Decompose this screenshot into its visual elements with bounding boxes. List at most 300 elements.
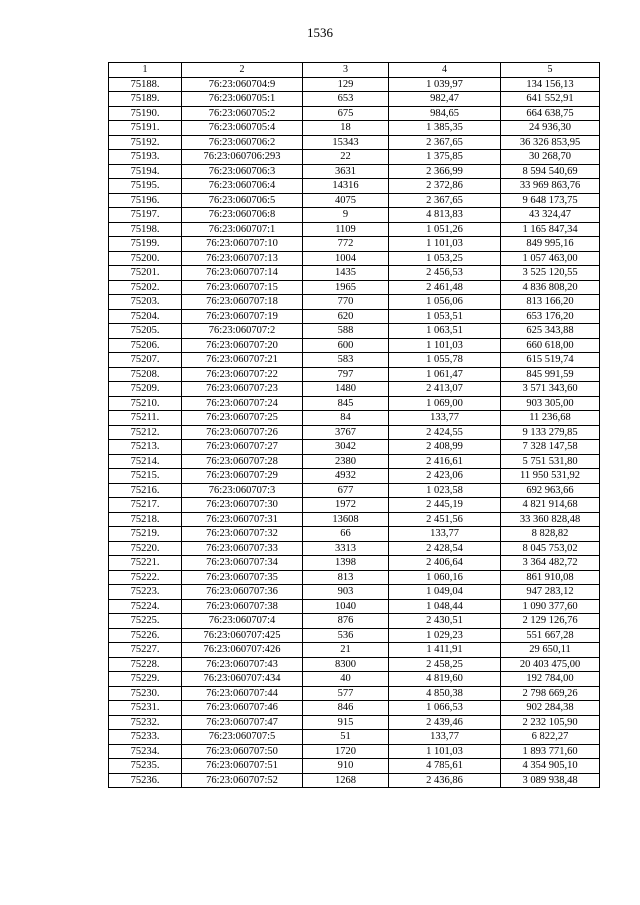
value-cell: 845 991,59 [501,367,600,382]
value-cell: 20 403 475,00 [501,657,600,672]
rate-cell: 982,47 [389,92,501,107]
table-row [109,411,600,426]
cadastral-number-cell: 76:23:060707:10 [182,237,303,252]
row-number-cell: 75230. [109,686,182,701]
row-number-cell: 75207. [109,353,182,368]
cadastral-number-cell: 76:23:060707:21 [182,353,303,368]
rate-cell: 133,77 [389,411,501,426]
row-number-cell: 75219. [109,527,182,542]
value-cell: 8 828,82 [501,527,600,542]
cadastral-number-cell: 76:23:060705:4 [182,121,303,136]
value-cell: 36 326 853,95 [501,135,600,150]
cadastral-number-cell: 76:23:060706:3 [182,164,303,179]
cadastral-number-cell: 76:23:060707:36 [182,585,303,600]
value-cell: 192 784,00 [501,672,600,687]
rate-cell: 2 445,19 [389,498,501,513]
cadastral-number-cell: 76:23:060707:31 [182,512,303,527]
cadastral-number-cell: 76:23:060706:293 [182,150,303,165]
cadastral-number-cell: 76:23:060707:2 [182,324,303,339]
table-row [109,382,600,397]
row-number-cell: 75204. [109,309,182,324]
value-cell: 2 798 669,26 [501,686,600,701]
rate-cell: 2 451,56 [389,512,501,527]
rate-cell: 2 413,07 [389,382,501,397]
cadastral-number-cell: 76:23:060707:18 [182,295,303,310]
value-cell: 625 343,88 [501,324,600,339]
rate-cell: 2 366,99 [389,164,501,179]
column-header: 5 [501,63,600,78]
header-row [109,63,600,78]
cadastral-number-cell: 76:23:060707:13 [182,251,303,266]
area-cell: 4075 [303,193,389,208]
row-number-cell: 75189. [109,92,182,107]
value-cell: 1 057 463,00 [501,251,600,266]
rate-cell: 2 416,61 [389,454,501,469]
rate-cell: 2 456,53 [389,266,501,281]
table-row [109,483,600,498]
value-cell: 8 594 540,69 [501,164,600,179]
cadastral-number-cell: 76:23:060707:50 [182,744,303,759]
row-number-cell: 75198. [109,222,182,237]
table-row [109,92,600,107]
value-cell: 1 893 771,60 [501,744,600,759]
value-cell: 3 571 343,60 [501,382,600,397]
table-row [109,222,600,237]
cadastral-number-cell: 76:23:060707:27 [182,440,303,455]
row-number-cell: 75232. [109,715,182,730]
row-number-cell: 75228. [109,657,182,672]
area-cell: 1268 [303,773,389,788]
row-number-cell: 75210. [109,396,182,411]
rate-cell: 4 785,61 [389,759,501,774]
area-cell: 3042 [303,440,389,455]
table-row [109,324,600,339]
value-cell: 551 667,28 [501,628,600,643]
value-cell: 4 821 914,68 [501,498,600,513]
rate-cell: 1 061,47 [389,367,501,382]
table-row [109,512,600,527]
value-cell: 43 324,47 [501,208,600,223]
area-cell: 1040 [303,599,389,614]
area-cell: 1965 [303,280,389,295]
table-row [109,353,600,368]
area-cell: 22 [303,150,389,165]
cadastral-number-cell: 76:23:060707:14 [182,266,303,281]
value-cell: 7 328 147,58 [501,440,600,455]
data-table [108,62,600,788]
cadastral-number-cell: 76:23:060705:2 [182,106,303,121]
table-row [109,440,600,455]
table-row [109,701,600,716]
table-row [109,208,600,223]
value-cell: 3 525 120,55 [501,266,600,281]
area-cell: 2380 [303,454,389,469]
cadastral-number-cell: 76:23:060707:22 [182,367,303,382]
cadastral-number-cell: 76:23:060707:1 [182,222,303,237]
table-row [109,686,600,701]
row-number-cell: 75209. [109,382,182,397]
rate-cell: 1 063,51 [389,324,501,339]
column-header: 3 [303,63,389,78]
cadastral-number-cell: 76:23:060707:46 [182,701,303,716]
row-number-cell: 75234. [109,744,182,759]
rate-cell: 2 439,46 [389,715,501,730]
value-cell: 692 963,66 [501,483,600,498]
rate-cell: 1 066,53 [389,701,501,716]
rate-cell: 2 372,86 [389,179,501,194]
row-number-cell: 75223. [109,585,182,600]
rate-cell: 1 411,91 [389,643,501,658]
row-number-cell: 75193. [109,150,182,165]
area-cell: 813 [303,570,389,585]
rate-cell: 2 458,25 [389,657,501,672]
row-number-cell: 75235. [109,759,182,774]
cadastral-number-cell: 76:23:060707:38 [182,599,303,614]
value-cell: 2 232 105,90 [501,715,600,730]
row-number-cell: 75195. [109,179,182,194]
value-cell: 947 283,12 [501,585,600,600]
rate-cell: 2 436,86 [389,773,501,788]
row-number-cell: 75211. [109,411,182,426]
value-cell: 813 166,20 [501,295,600,310]
row-number-cell: 75222. [109,570,182,585]
rate-cell: 1 069,00 [389,396,501,411]
row-number-cell: 75226. [109,628,182,643]
table-row [109,570,600,585]
cadastral-number-cell: 76:23:060707:20 [182,338,303,353]
cadastral-number-cell: 76:23:060707:43 [182,657,303,672]
rate-cell: 2 424,55 [389,425,501,440]
row-number-cell: 75205. [109,324,182,339]
table-row [109,773,600,788]
rate-cell: 2 428,54 [389,541,501,556]
area-cell: 18 [303,121,389,136]
cadastral-number-cell: 76:23:060707:47 [182,715,303,730]
table-row [109,454,600,469]
row-number-cell: 75225. [109,614,182,629]
row-number-cell: 75190. [109,106,182,121]
row-number-cell: 75202. [109,280,182,295]
cadastral-number-cell: 76:23:060707:34 [182,556,303,571]
rate-cell: 1 053,51 [389,309,501,324]
rate-cell: 1 056,06 [389,295,501,310]
value-cell: 9 648 173,75 [501,193,600,208]
value-cell: 8 045 753,02 [501,541,600,556]
cadastral-number-cell: 76:23:060707:52 [182,773,303,788]
table-row [109,585,600,600]
table-row [109,541,600,556]
area-cell: 797 [303,367,389,382]
table-row [109,121,600,136]
table-row [109,193,600,208]
area-cell: 1480 [303,382,389,397]
rate-cell: 1 375,85 [389,150,501,165]
area-cell: 13608 [303,512,389,527]
value-cell: 24 936,30 [501,121,600,136]
value-cell: 5 751 531,80 [501,454,600,469]
column-header: 2 [182,63,303,78]
row-number-cell: 75233. [109,730,182,745]
cadastral-number-cell: 76:23:060707:426 [182,643,303,658]
row-number-cell: 75201. [109,266,182,281]
row-number-cell: 75227. [109,643,182,658]
value-cell: 30 268,70 [501,150,600,165]
cadastral-number-cell: 76:23:060706:8 [182,208,303,223]
area-cell: 3313 [303,541,389,556]
table-row [109,527,600,542]
table-row [109,77,600,92]
cadastral-number-cell: 76:23:060707:3 [182,483,303,498]
row-number-cell: 75220. [109,541,182,556]
area-cell: 677 [303,483,389,498]
table-row [109,396,600,411]
cadastral-number-cell: 76:23:060707:44 [182,686,303,701]
row-number-cell: 75214. [109,454,182,469]
rate-cell: 1 039,97 [389,77,501,92]
rate-cell: 2 367,65 [389,193,501,208]
value-cell: 33 360 828,48 [501,512,600,527]
row-number-cell: 75216. [109,483,182,498]
cadastral-number-cell: 76:23:060707:23 [182,382,303,397]
table-row [109,280,600,295]
cadastral-number-cell: 76:23:060707:32 [182,527,303,542]
value-cell: 4 354 905,10 [501,759,600,774]
cadastral-number-cell: 76:23:060707:425 [182,628,303,643]
value-cell: 9 133 279,85 [501,425,600,440]
row-number-cell: 75196. [109,193,182,208]
table-row [109,338,600,353]
row-number-cell: 75206. [109,338,182,353]
area-cell: 9 [303,208,389,223]
row-number-cell: 75231. [109,701,182,716]
value-cell: 664 638,75 [501,106,600,121]
row-number-cell: 75191. [109,121,182,136]
area-cell: 1004 [303,251,389,266]
cadastral-number-cell: 76:23:060706:5 [182,193,303,208]
area-cell: 577 [303,686,389,701]
area-cell: 600 [303,338,389,353]
table-row [109,657,600,672]
table-row [109,498,600,513]
rate-cell: 4 813,83 [389,208,501,223]
row-number-cell: 75212. [109,425,182,440]
rate-cell: 4 850,38 [389,686,501,701]
table-row [109,643,600,658]
row-number-cell: 75229. [109,672,182,687]
area-cell: 846 [303,701,389,716]
value-cell: 3 364 482,72 [501,556,600,571]
table-row [109,266,600,281]
cadastral-number-cell: 76:23:060707:35 [182,570,303,585]
cadastral-number-cell: 76:23:060707:29 [182,469,303,484]
value-cell: 849 995,16 [501,237,600,252]
area-cell: 845 [303,396,389,411]
table-row [109,469,600,484]
value-cell: 615 519,74 [501,353,600,368]
area-cell: 15343 [303,135,389,150]
cadastral-number-cell: 76:23:060707:4 [182,614,303,629]
table-row [109,628,600,643]
area-cell: 21 [303,643,389,658]
row-number-cell: 75215. [109,469,182,484]
value-cell: 4 836 808,20 [501,280,600,295]
cadastral-number-cell: 76:23:060707:19 [182,309,303,324]
value-cell: 134 156,13 [501,77,600,92]
cadastral-number-cell: 76:23:060707:26 [182,425,303,440]
area-cell: 910 [303,759,389,774]
table-row [109,425,600,440]
rate-cell: 1 101,03 [389,338,501,353]
column-header: 1 [109,63,182,78]
table-row [109,164,600,179]
table-row [109,759,600,774]
area-cell: 84 [303,411,389,426]
table-row [109,309,600,324]
value-cell: 861 910,08 [501,570,600,585]
cadastral-number-cell: 76:23:060707:24 [182,396,303,411]
value-cell: 11 236,68 [501,411,600,426]
cadastral-number-cell: 76:23:060705:1 [182,92,303,107]
area-cell: 14316 [303,179,389,194]
value-cell: 903 305,00 [501,396,600,411]
rate-cell: 133,77 [389,527,501,542]
rate-cell: 1 051,26 [389,222,501,237]
row-number-cell: 75199. [109,237,182,252]
rate-cell: 2 430,51 [389,614,501,629]
value-cell: 653 176,20 [501,309,600,324]
row-number-cell: 75213. [109,440,182,455]
area-cell: 620 [303,309,389,324]
rate-cell: 1 101,03 [389,237,501,252]
table-row [109,150,600,165]
column-header: 4 [389,63,501,78]
cadastral-number-cell: 76:23:060707:434 [182,672,303,687]
cadastral-number-cell: 76:23:060706:2 [182,135,303,150]
row-number-cell: 75194. [109,164,182,179]
area-cell: 1109 [303,222,389,237]
rate-cell: 1 023,58 [389,483,501,498]
row-number-cell: 75217. [109,498,182,513]
rate-cell: 2 406,64 [389,556,501,571]
table-row [109,744,600,759]
area-cell: 1398 [303,556,389,571]
value-cell: 660 618,00 [501,338,600,353]
row-number-cell: 75203. [109,295,182,310]
area-cell: 876 [303,614,389,629]
rate-cell: 1 029,23 [389,628,501,643]
cadastral-number-cell: 76:23:060707:25 [182,411,303,426]
value-cell: 3 089 938,48 [501,773,600,788]
rate-cell: 4 819,60 [389,672,501,687]
area-cell: 40 [303,672,389,687]
value-cell: 33 969 863,76 [501,179,600,194]
rate-cell: 133,77 [389,730,501,745]
rate-cell: 1 049,04 [389,585,501,600]
value-cell: 11 950 531,92 [501,469,600,484]
area-cell: 1972 [303,498,389,513]
row-number-cell: 75200. [109,251,182,266]
row-number-cell: 75224. [109,599,182,614]
table-row [109,106,600,121]
value-cell: 1 090 377,60 [501,599,600,614]
row-number-cell: 75236. [109,773,182,788]
rate-cell: 2 423,06 [389,469,501,484]
value-cell: 6 822,27 [501,730,600,745]
area-cell: 675 [303,106,389,121]
rate-cell: 1 053,25 [389,251,501,266]
area-cell: 915 [303,715,389,730]
value-cell: 641 552,91 [501,92,600,107]
value-cell: 29 650,11 [501,643,600,658]
rate-cell: 1 101,03 [389,744,501,759]
value-cell: 1 165 847,34 [501,222,600,237]
area-cell: 8300 [303,657,389,672]
area-cell: 588 [303,324,389,339]
area-cell: 772 [303,237,389,252]
row-number-cell: 75218. [109,512,182,527]
rate-cell: 2 367,65 [389,135,501,150]
table-row [109,237,600,252]
row-number-cell: 75188. [109,77,182,92]
cadastral-number-cell: 76:23:060707:5 [182,730,303,745]
area-cell: 536 [303,628,389,643]
area-cell: 4932 [303,469,389,484]
cadastral-number-cell: 76:23:060704:9 [182,77,303,92]
table-row [109,251,600,266]
table-row [109,599,600,614]
table-row [109,179,600,194]
cadastral-number-cell: 76:23:060707:33 [182,541,303,556]
table-row [109,614,600,629]
table-row [109,715,600,730]
table-row [109,556,600,571]
table-row [109,730,600,745]
area-cell: 3631 [303,164,389,179]
row-number-cell: 75221. [109,556,182,571]
cadastral-number-cell: 76:23:060707:15 [182,280,303,295]
rate-cell: 2 461,48 [389,280,501,295]
area-cell: 3767 [303,425,389,440]
table-row [109,295,600,310]
table-row [109,367,600,382]
table-row [109,672,600,687]
area-cell: 583 [303,353,389,368]
rate-cell: 1 385,35 [389,121,501,136]
rate-cell: 984,65 [389,106,501,121]
row-number-cell: 75208. [109,367,182,382]
table-row [109,135,600,150]
value-cell: 902 284,38 [501,701,600,716]
cadastral-number-cell: 76:23:060707:30 [182,498,303,513]
cadastral-number-cell: 76:23:060707:28 [182,454,303,469]
area-cell: 653 [303,92,389,107]
row-number-cell: 75192. [109,135,182,150]
area-cell: 770 [303,295,389,310]
area-cell: 1435 [303,266,389,281]
area-cell: 129 [303,77,389,92]
value-cell: 2 129 126,76 [501,614,600,629]
area-cell: 66 [303,527,389,542]
area-cell: 51 [303,730,389,745]
cadastral-number-cell: 76:23:060706:4 [182,179,303,194]
rate-cell: 1 055,78 [389,353,501,368]
rate-cell: 1 048,44 [389,599,501,614]
cadastral-number-cell: 76:23:060707:51 [182,759,303,774]
page-number: 1536 [307,25,333,40]
area-cell: 1720 [303,744,389,759]
rate-cell: 1 060,16 [389,570,501,585]
rate-cell: 2 408,99 [389,440,501,455]
